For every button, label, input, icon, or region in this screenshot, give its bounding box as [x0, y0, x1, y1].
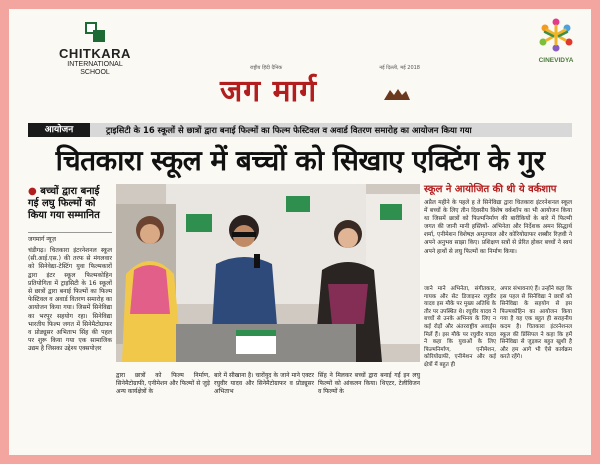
newspaper-masthead: [200, 65, 420, 115]
chitkara-mark-icon: [81, 22, 109, 44]
cinevidya-logo: [526, 16, 586, 64]
strip-subheadline: ट्राइसिटी के 16 स्कूलों से छात्रों द्वारा बनाई फिल्मों का फिल्म फेस्टिवल व अवार्ड वितरण समारोह का आयोजन किया गया: [106, 125, 472, 135]
right-column: [424, 184, 572, 256]
left-intro-text: बच्चों द्वारा बनाई गई लघु फिल्मों को किया गया सम्मानित: [28, 186, 100, 221]
bottom-column-1: द्वारा छात्रों को फिल्म निर्माण, सिनेमैटोग्राफी, एनीमेशन और फिल्मों से जुड़े अन्य कार्यक्षेत्रों के: [116, 372, 210, 396]
section-tag: आयोजन: [28, 123, 90, 137]
left-body: चंडीगढ़। चितकारा इंटरनेशनल स्कूल (सी.आई.एस.) की तरफ से मंगलवार को सिनेवेद्या-टेस्टिंग युवा फिल्मकारों द्वारा इंटर स्कूल फिल्मकोहिन प्रतियोगिता में ट्राइसिटी के 16 स्कूलों से छात्रों द्वारा बनाई फिल्मों का फिल्म फेस्टिवल व अवार्ड वितरण समारोह का आयोजन किया गया। जिसमें सिनेविद्या का भरपूर सहयोग रहा। सिनेविद्या भारतीय फिल्म जगत में सिनेमैटोग्राफर व प्रोड्यूसर अभिताभ सिंह की पहल पर शुरू किया गया एक सामाजिक उद्यम है जिसका उद्देश्य एक्सपोज़र: [28, 247, 112, 353]
left-intro: [28, 186, 112, 222]
right-body: अप्रैल महीने के पहले ह ते सिनेविद्या द्वारा चितकारा इंटरनेशनल स्कूल में बच्चों के लिए तीन दिवसीय विशेष वर्कशॉप का भी आयोजन किया था जिसमें छात्रों को फिल्मनिर्माण की बारीकियों के बारे में फिल्मी जगत की जानी मानी हस्तियों- अभिनेता और निर्देशक अमन सिद्धार्थ शर्मा, एनीमेशन विशेषज्ञ अमृतपाल और कोरियोग्राफर शब्बीर रिज़वी ने अपने अनुभव साझा किए। प्रशिक्षण सत्रों से प्रेरित होकर बच्चों ने स्वयं अपने हाथों से लघु फिल्मों का निर्माण किया।: [424, 200, 572, 255]
chitkara-logo: [40, 22, 150, 77]
section-strip: [28, 123, 572, 137]
right-subhead: स्कूल ने आयोजित की थी ये वर्कशाप: [424, 184, 557, 195]
newspaper-title: जग मार्ग: [220, 74, 318, 109]
bottom-column-3: सिंह ने मिलकर बच्चों द्वारा बनाई गईं इन लघु फिल्मों को आंकलन किया। थिएटर, टेलीविजन व फिल्मों के: [318, 372, 420, 396]
bullet-icon: ●: [28, 186, 37, 197]
cinevidya-figures-icon: [533, 16, 579, 56]
bottom-column-5: अपार संभावनाएं हैं। उन्होंने कहा कि इस पहल से सिनेविद्या ने छात्रों को सिनेविद्या के सहयोग से इस फिल्मकोहिन का आयोजन किया गया है यह एक बहुत ही सराहनीय कदम है। चितकारा इंटरनेशनल स्कूल की प्रिंसिपल ने कहा कि हमें सिनेविद्या से जुड़कर बहुत खुशी है और हम आगे भी ऐसे कार्यक्रम करते रहेंगे।: [500, 286, 572, 361]
masthead-tagline: राष्ट्रीय हिंदी दैनिक: [250, 65, 283, 71]
masthead-date: नई दिल्ली, मई 2018: [379, 65, 420, 71]
bottom-column-2: बारे में सीखाना है। चारोंयुद के जाने माने एक्टर रघुवीर यादव और सिनेमैटोग्राफर व प्रोड्यूसर अभिताभ: [214, 372, 314, 396]
chitkara-name: CHITKARA: [59, 46, 131, 61]
left-column: [28, 186, 112, 354]
cinevidya-label: CINEVIDYA: [538, 57, 574, 64]
byline: जगमार्ग न्यूज़: [28, 232, 112, 243]
event-photo: [116, 184, 420, 362]
chitkara-sub2: SCHOOL: [80, 69, 110, 76]
article-headline: चितकारा स्कूल में बच्चों को सिखाए एक्टिंग के गुर: [55, 144, 545, 177]
bottom-column-4: जाने माने अभिनेता, संगीतकार, गायक और सेट डिजाइनर रघुवीर यादव इस मौके पर मुख्य अतिथि के तौर पर उपस्थित थे। रघुवीर यादव ने बच्चों से उनके अभिनय के लिए न कई रोड़ों और अंतरराष्ट्रीय अवार्ड्स मिलें हैं। इस मौके पर रघुवीर यादव ने कहा कि युवाओं के लिए फिल्मनिर्माण, एनीमेशन, कोरियोग्राफी, एनीमेशन और कई क्षेत्रों में बहुत ही: [424, 286, 496, 368]
masthead-emblem-icon: [382, 87, 412, 101]
event-photo-image: [116, 184, 420, 362]
chitkara-sub1: INTERNATIONAL: [67, 61, 123, 68]
